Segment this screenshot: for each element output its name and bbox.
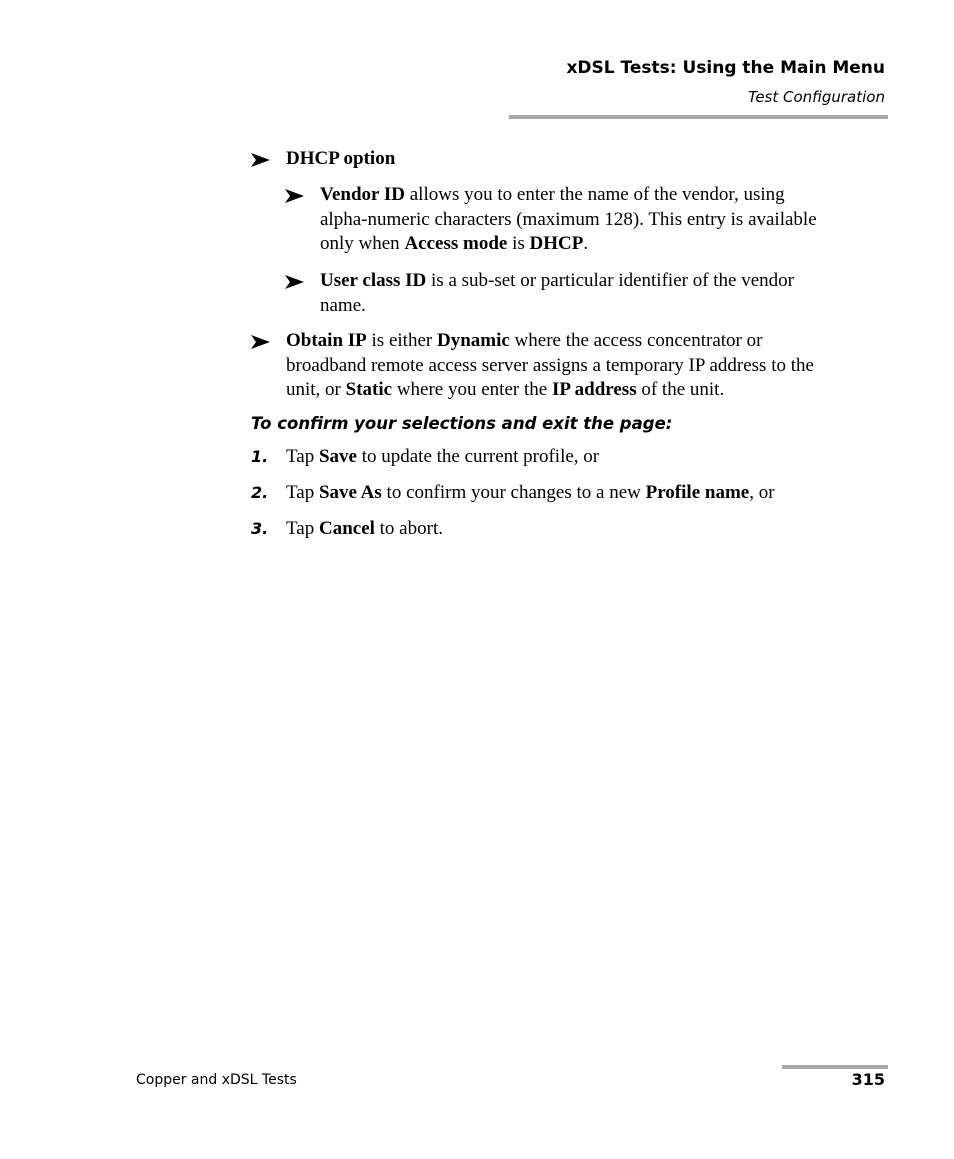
bold-term: Static	[345, 379, 393, 400]
text-span: only when	[320, 233, 405, 254]
arrowhead-bullet-icon	[251, 335, 271, 349]
bullet-obtain-ip	[286, 329, 896, 403]
text-line	[286, 378, 896, 403]
bold-term: Access mode	[404, 233, 508, 254]
running-header-subtitle: Test Configuration	[748, 88, 885, 106]
bold-term: Dynamic	[436, 330, 510, 351]
step-2	[286, 481, 775, 506]
text-span: Tap	[286, 446, 319, 467]
text-span: to confirm your changes to a new	[381, 482, 646, 503]
text-span: allows you to enter the name of the vendor, using	[405, 184, 785, 205]
bold-term: DHCP	[529, 233, 584, 254]
text-span: Tap	[286, 518, 319, 539]
footer-rule	[782, 1065, 888, 1069]
text-span: to update the current profile, or	[356, 446, 600, 467]
text-span: is either	[366, 330, 437, 351]
bold-term: IP address	[551, 379, 637, 400]
step-number: 1.	[251, 447, 269, 466]
arrowhead-bullet-icon	[251, 153, 271, 167]
arrowhead-bullet-icon	[285, 189, 305, 203]
bullet-term: DHCP option	[286, 148, 396, 169]
text-line	[286, 329, 896, 354]
text-span: unit, or	[286, 379, 346, 400]
text-line	[320, 183, 890, 208]
text-line: broadband remote access server assigns a temporary IP address to the	[286, 354, 814, 376]
bullet-term: Vendor ID	[320, 184, 405, 205]
step-3	[286, 517, 443, 542]
text-span: .	[583, 233, 589, 254]
bullet-term: User class ID	[320, 270, 427, 291]
page-number: 315	[851, 1070, 885, 1089]
step-1	[286, 445, 599, 470]
bold-term: Save	[318, 446, 357, 467]
bold-term: Profile name	[645, 482, 750, 503]
text-span: is	[507, 233, 530, 254]
bold-term: Cancel	[318, 518, 375, 539]
text-span: to abort.	[374, 518, 443, 539]
text-line	[320, 232, 890, 257]
text-line: name.	[320, 294, 366, 316]
step-number: 2.	[251, 483, 269, 502]
bullet-dhcp-option	[286, 147, 395, 172]
bullet-user-class-id	[320, 269, 890, 318]
running-header-title: xDSL Tests: Using the Main Menu	[566, 58, 885, 78]
text-span: where the access concentrator or	[509, 330, 763, 351]
text-line	[320, 269, 890, 294]
text-span: Tap	[286, 482, 319, 503]
text-span: of the unit.	[636, 379, 725, 400]
arrowhead-bullet-icon	[285, 275, 305, 289]
text-line: alpha-numeric characters (maximum 128). This entry is available	[320, 208, 817, 230]
bold-term: Save As	[318, 482, 382, 503]
step-number: 3.	[251, 519, 269, 538]
bullet-term: Obtain IP	[286, 330, 367, 351]
text-span: where you enter the	[392, 379, 552, 400]
bullet-vendor-id	[320, 183, 890, 257]
text-span: , or	[749, 482, 775, 503]
header-rule	[509, 115, 888, 119]
text-span: is a sub-set or particular identifier of the vendor	[426, 270, 795, 291]
footer-chapter: Copper and xDSL Tests	[136, 1072, 297, 1088]
procedure-heading: To confirm your selections and exit the page:	[251, 414, 673, 433]
